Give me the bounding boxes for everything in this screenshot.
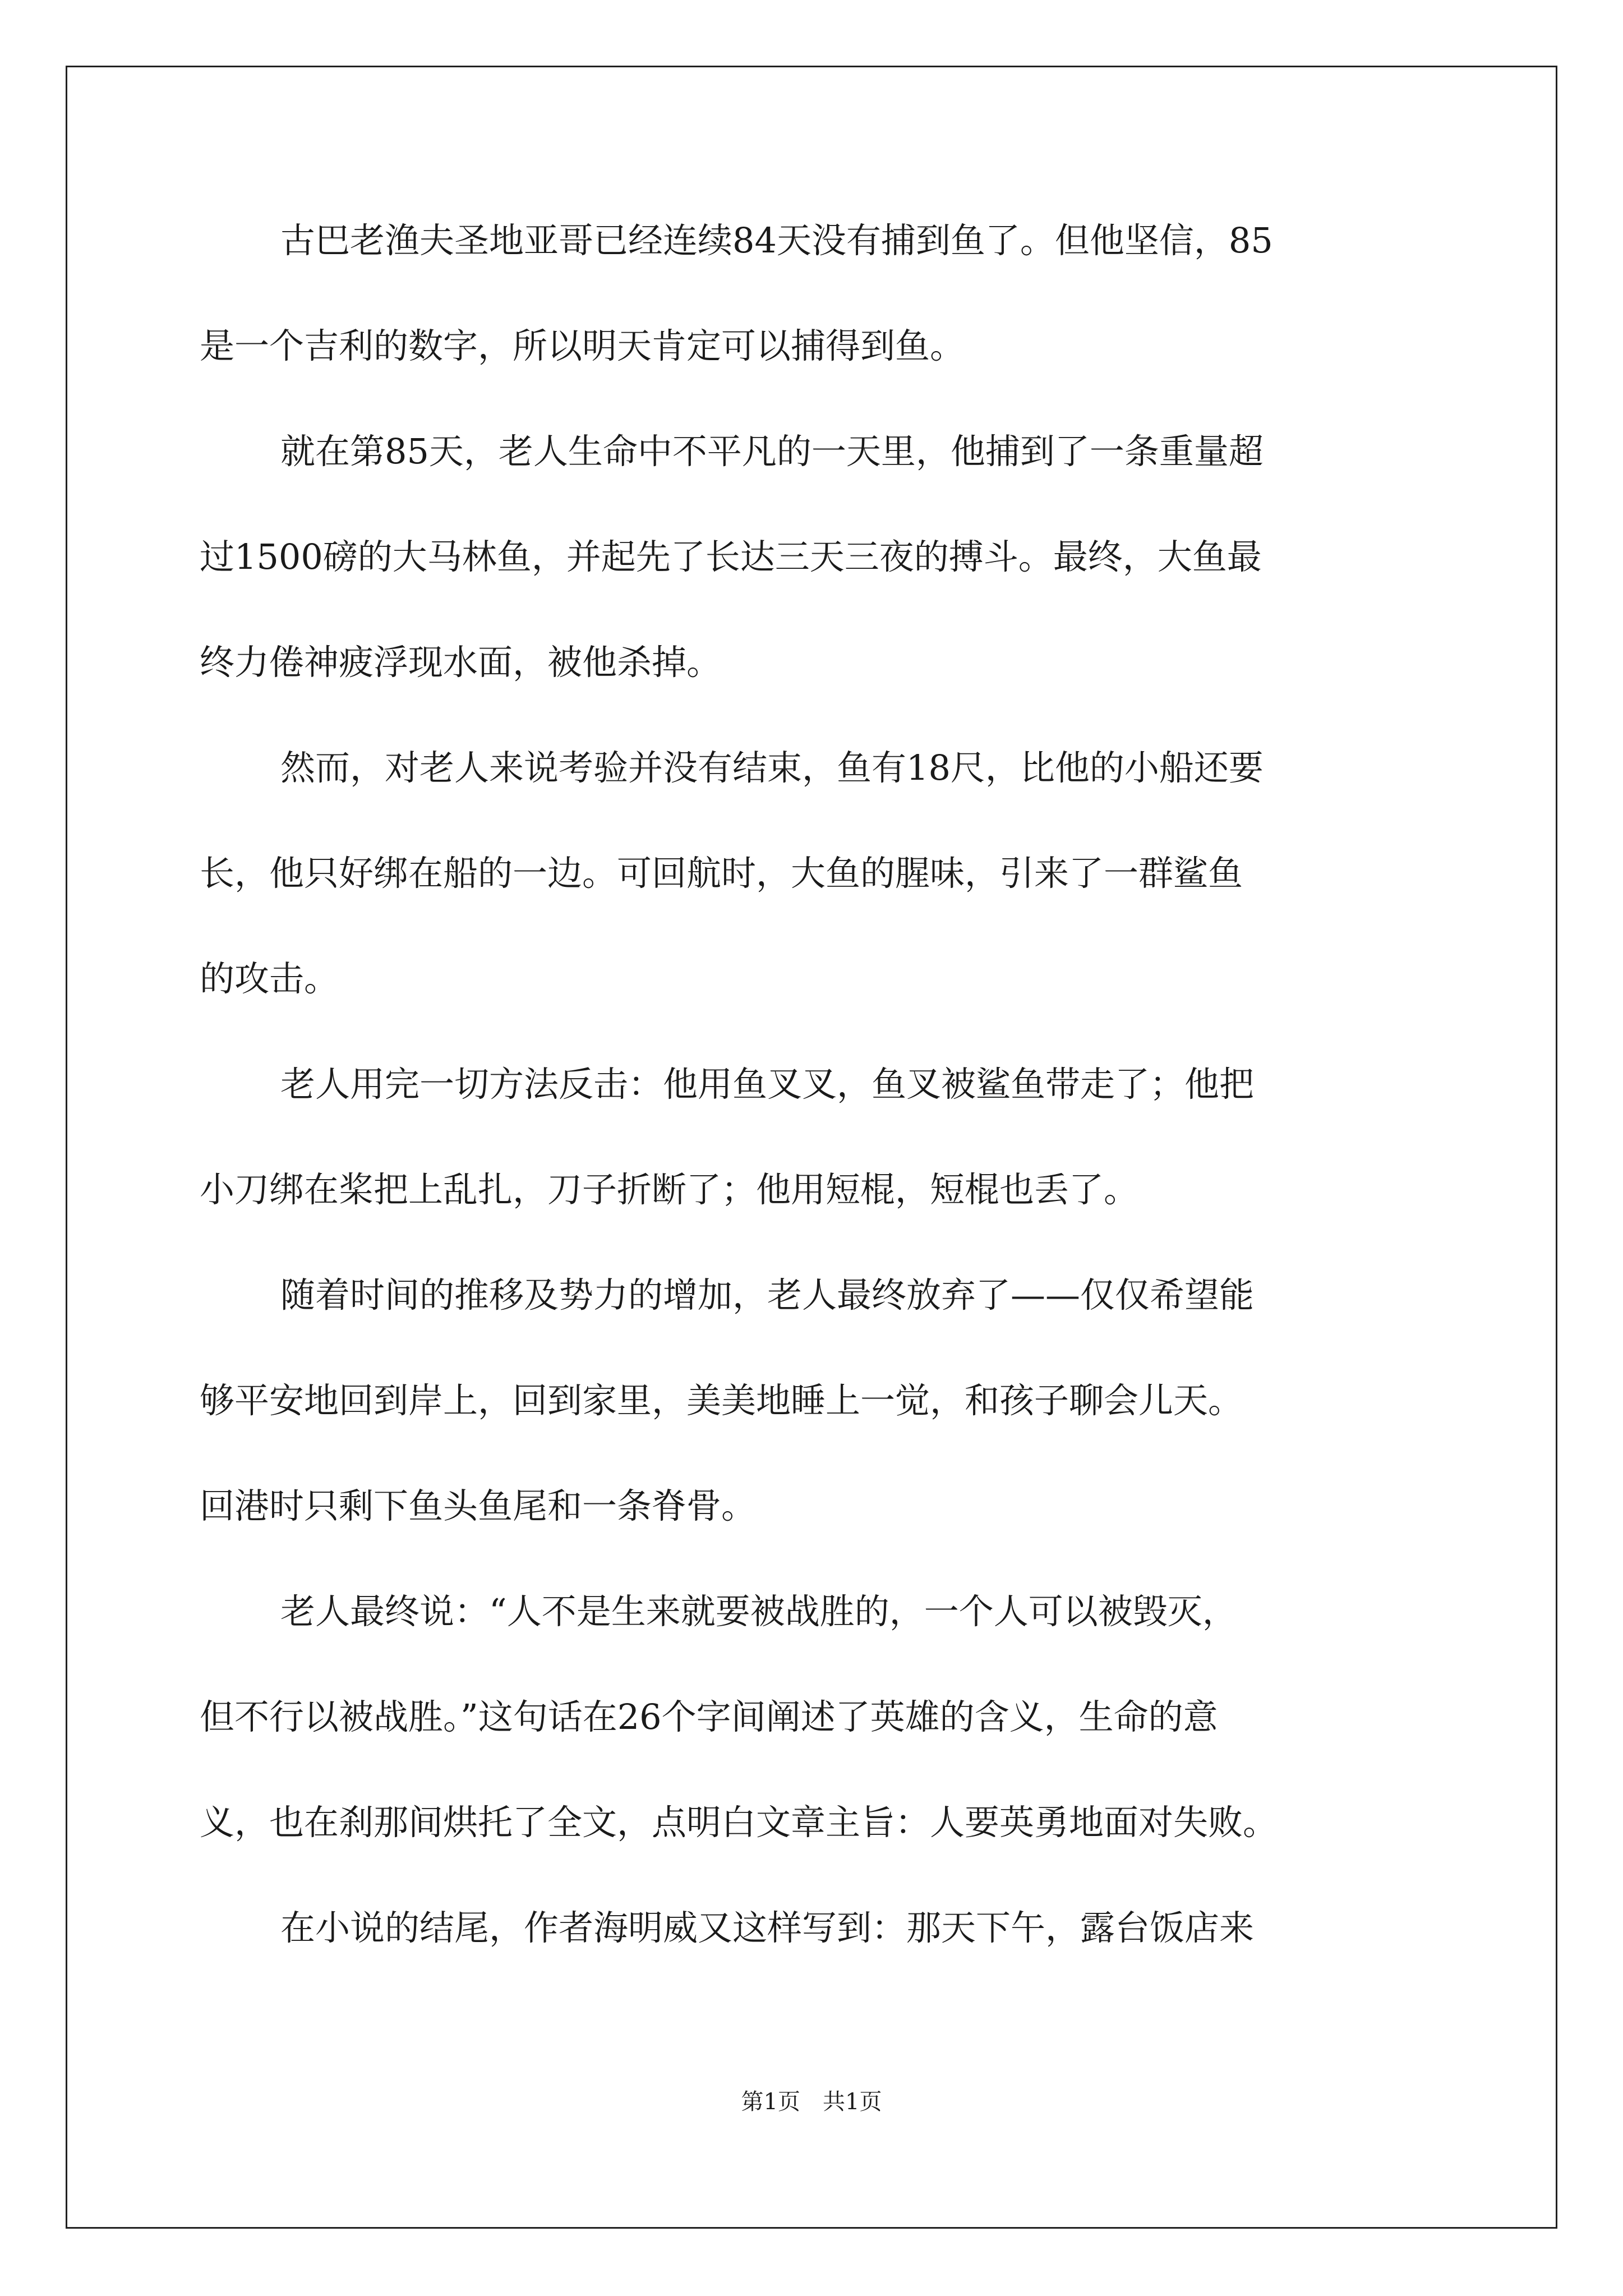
paragraph-line: 小刀绑在桨把上乱扎，刀子折断了；他用短棍，短棍也丢了。 [200,1169,1139,1210]
paragraph-line: 是一个吉利的数字，所以明天肯定可以捕得到鱼。 [200,325,965,366]
paragraph-line: 然而，对老人来说考验并没有结束，鱼有18尺，比他的小船还要 [280,747,1264,788]
paragraph-line: 老人最终说：“人不是生来就要被战胜的，一个人可以被毁灭， [280,1591,1237,1632]
paragraph-line: 古巴老渔夫圣地亚哥已经连续84天没有捕到鱼了。但他坚信，85 [280,220,1273,261]
paragraph-line: 回港时只剩下鱼头鱼尾和一条脊骨。 [200,1485,757,1526]
paragraph-line: 随着时间的推移及势力的增加，老人最终放弃了——仅仅希望能 [280,1274,1255,1315]
paragraph-line: 但不行以被战胜。”这句话在26个字间阐述了英雄的含义，生命的意 [200,1696,1218,1737]
paragraph-line: 的攻击。 [200,958,339,999]
paragraph-line: 过1500磅的大马林鱼，并起先了长达三天三夜的搏斗。最终，大鱼最 [200,536,1262,577]
paragraph-line: 长，他只好绑在船的一边。可回航时，大鱼的腥味，引来了一群鲨鱼 [200,853,1243,894]
document-body [200,214,1428,1954]
paragraph-line: 够平安地回到岸上，回到家里，美美地睡上一觉，和孩子聊会儿天。 [200,1380,1243,1421]
paragraph-line: 老人用完一切方法反击：他用鱼叉叉，鱼叉被鲨鱼带走了；他把 [280,1064,1255,1105]
paragraph-line: 在小说的结尾，作者海明威又这样写到：那天下午，露台饭店来 [280,1907,1255,1948]
paragraph-line: 终力倦神疲浮现水面，被他杀掉。 [200,642,722,683]
page-number-footer: 第1页 共1页 [741,2089,882,2115]
paragraph-line: 就在第85天，老人生命中不平凡的一天里，他捕到了一条重量超 [280,431,1264,472]
paragraph-line: 义，也在刹那间烘托了全文，点明白文章主旨：人要英勇地面对失败。 [200,1802,1278,1843]
